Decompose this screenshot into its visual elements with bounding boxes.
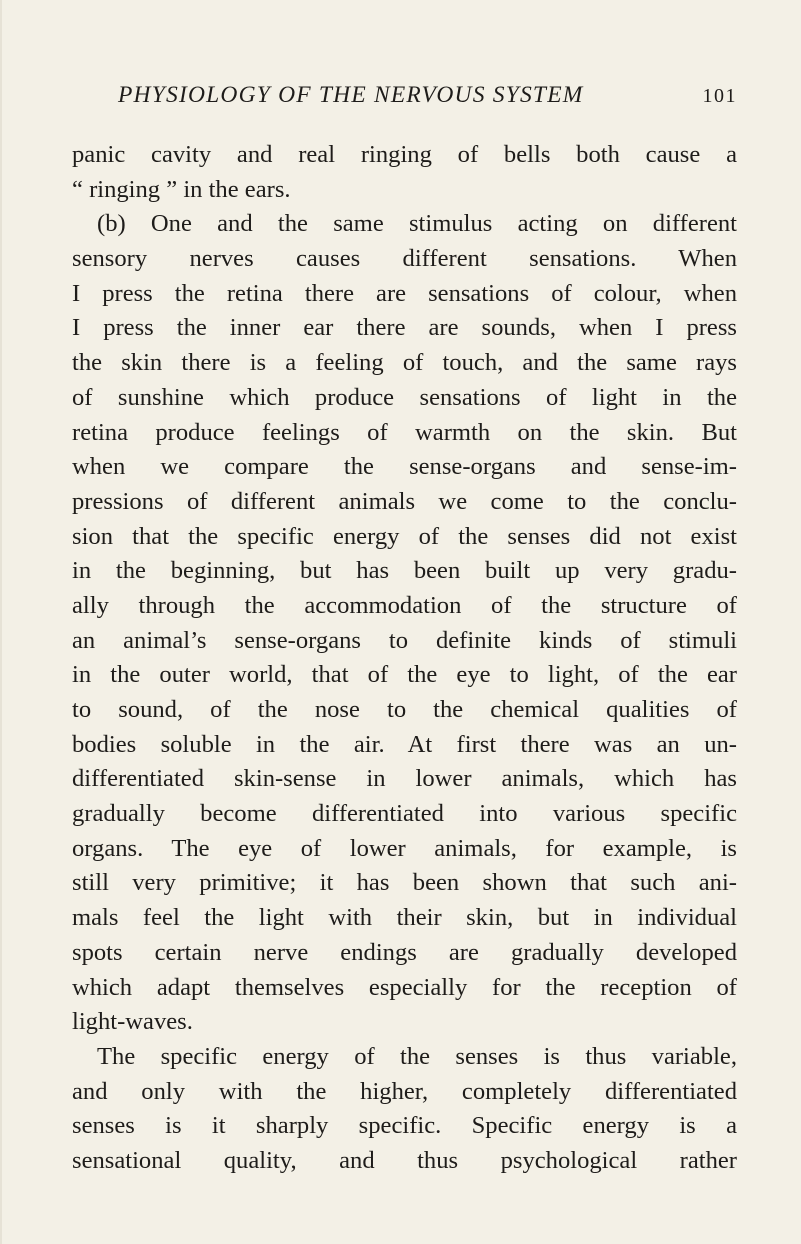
text-line: (b) One and the same stimulus acting on different [97, 210, 737, 238]
text-line: senses is it sharply specific. Specific energy is a [72, 1112, 737, 1140]
text-line: retina produce feelings of warmth on the skin. But [72, 418, 737, 446]
text-line: the skin there is a feeling of touch, and the same rays [72, 349, 737, 377]
text-line: spots certain nerve endings are gradually developed [72, 938, 737, 966]
body-text [72, 138, 737, 1179]
text-line: mals feel the light with their skin, but in individual [72, 904, 737, 932]
text-line: organs. The eye of lower animals, for example, is [72, 834, 737, 862]
book-page [72, 82, 737, 1179]
text-line: in the beginning, but has been built up very gradu- [72, 557, 737, 585]
running-head [72, 82, 737, 122]
text-line: of sunshine which produce sensations of light in the [72, 383, 737, 411]
text-line: The specific energy of the senses is thus variable, [97, 1042, 737, 1070]
text-line: still very primitive; it has been shown that such ani- [72, 869, 737, 897]
text-line: I press the retina there are sensations of colour, when [72, 279, 737, 307]
page-number: 101 [702, 85, 737, 107]
text-line: I press the inner ear there are sounds, when I press [72, 314, 737, 342]
text-line: sensory nerves causes different sensations. When [72, 245, 737, 273]
text-line: panic cavity and real ringing of bells both cause a [72, 141, 737, 168]
text-line: sensational quality, and thus psychological rather [72, 1146, 737, 1174]
text-line: differentiated skin-sense in lower animals, which has [72, 765, 737, 793]
text-line: which adapt themselves especially for the reception of [72, 973, 737, 1001]
page-margin-edge [0, 0, 2, 1244]
text-line: gradually become differentiated into various specific [72, 800, 737, 828]
text-line: bodies soluble in the air. At first there was an un- [72, 730, 737, 758]
text-line: and only with the higher, completely differentiated [72, 1077, 737, 1105]
text-line: when we compare the sense-organs and sense-im- [72, 453, 737, 481]
text-line: to sound, of the nose to the chemical qualities of [72, 696, 737, 723]
running-title: PHYSIOLOGY OF THE NERVOUS SYSTEM [118, 82, 584, 108]
text-line: ally through the accommodation of the structure of [72, 591, 737, 619]
text-line: light-waves. [72, 1008, 193, 1036]
text-line: an animal’s sense-organs to definite kinds of stimuli [72, 626, 737, 654]
text-line: “ ringing ” in the ears. [72, 175, 291, 203]
text-line: sion that the specific energy of the senses did not exist [72, 522, 737, 550]
text-line: pressions of different animals we come to the conclu- [72, 487, 737, 515]
text-line: in the outer world, that of the eye to light, of the ear [72, 661, 737, 689]
